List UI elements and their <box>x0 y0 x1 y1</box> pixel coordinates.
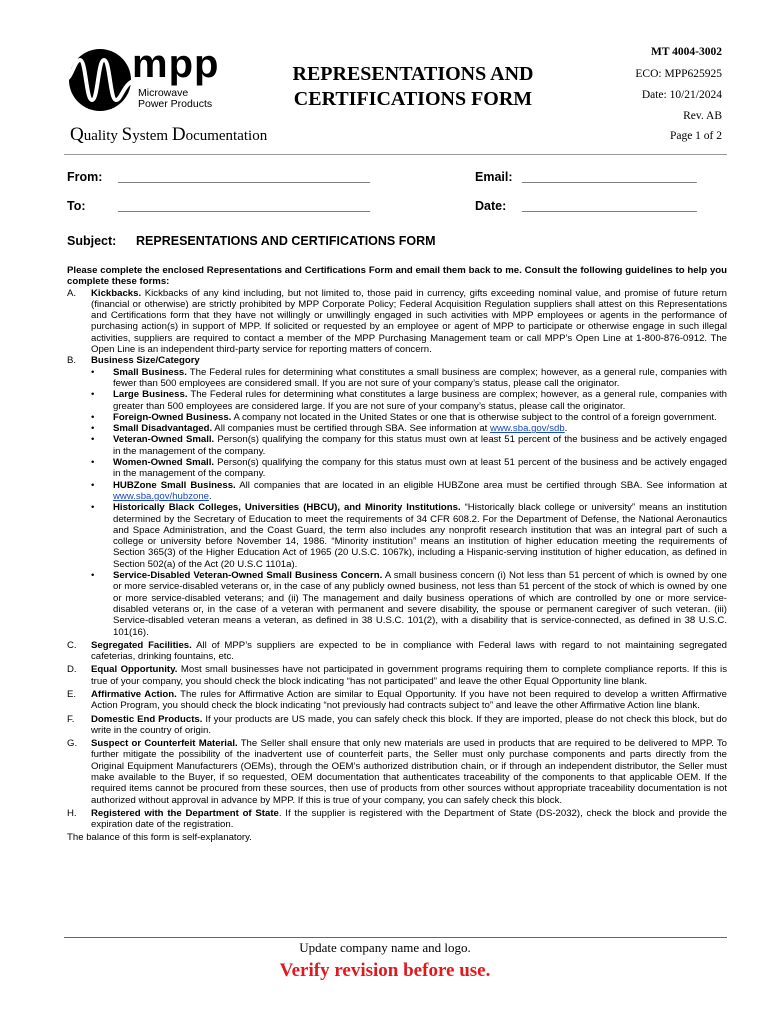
footer-note: Update company name and logo. <box>299 940 471 955</box>
list-item: • Historically Black Colleges, Universities (HBCU), and Minority Institutions. “Historically black college or university” means an institution determined by the Secretary of Education to meet the requirements of 34 CFR 608.2. For the Department of Defense, the National Aeronautics and Space Administration, and the Coast Guard, the term also includes any nonprofit research institution that was an integral part of such a college or university before November 14, 1986. “Minority institution” means an institution of higher education meeting the requirements of Section 365(3) of the Higher Education Act of 1965 (20 U.S.C. 1067k), including a Hispanic-serving institution of higher education, as defined in Section 502(a) of the Act (20 U.S.C 1101a). <box>91 502 728 570</box>
section-b: B. Business Size/Category <box>67 355 200 367</box>
section-d: D. Equal Opportunity. Most small businesses have not participated in government programs requiring them to complete compliance reports. If this is true of your company, you should check the block indicating “has not participated” and leave the other Equal Opportunity line blank. <box>67 664 727 687</box>
to-label: To: <box>67 199 86 213</box>
section-g: G. Suspect or Counterfeit Material. The Seller shall ensure that only new materials are used in products that are required to be delivered to MPP. To further mitigate the possibility of the inadvertent use of counterfeit parts, the Seller must only purchase components and parts directly from the Original Equipment Manufacturers (OEMs), through the OEM’s authorized distribution chain, or if through an independent distributor, the Seller must make available to the Buyer, if so requested, OEM documentation that authenticates traceability of the components to that applicable OEM. If the required items cannot be procured from these sources, then use of products from other sources without appropriate traceability documentation is not authorized without approval in advance by MPP. If this is true of your company, you can safely check this block. <box>67 738 728 806</box>
logo-line2: Power Products <box>138 98 213 110</box>
list-item: • Small Business. The Federal rules for determining what constitutes a small business are complex; however, as a general rule, companies with fewer than 500 employees are considered small. If you are not sure of your company’s status, please call the originator. <box>91 366 727 389</box>
list-item: • Small Disadvantaged. All companies must be certified through SBA. See information at www.sba.gov/sdb. <box>91 423 568 435</box>
doc-date: Date: 10/21/2024 <box>641 89 722 101</box>
email-label: Email: <box>475 170 513 184</box>
to-field[interactable]: _______________________________________ <box>118 199 370 213</box>
logo-wordmark: mpp <box>132 42 220 86</box>
form-title-line2: CERTIFICATIONS FORM <box>293 88 533 110</box>
section-f: F. Domestic End Products. If your products are US made, you can safely check this block. If they are imported, please do not check this block, but do write in the country of origin. <box>67 713 727 736</box>
list-item: • Service-Disabled Veteran-Owned Small Business Concern. A small business concern (i) Not less than 51 percent of which is owned by one or more service-disabled veterans or, in the case of any publicly owned business, not less than 51 percent of the stock of which is owned by one or more service-disabled veterans; and (ii) The management and daily business operations of which are controlled by one or more service-disabled veterans or, in the case of a veteran with permanent and severe disability, the spouse or permanent caregiver of such veteran. (iii) Service-disabled veteran means a veteran, as defined in 38 U.S.C. 101(2), with a disability that is service-connected, as defined in 38 U.S.C. 101(16). <box>91 570 728 638</box>
list-item: • Women-Owned Small. Person(s) qualifying the company for this status must own at least 51 percent of the business and be actively engaged in the management of the company. <box>91 457 727 480</box>
list-item: • Veteran-Owned Small. Person(s) qualifying the company for this status must own at least 51 percent of the business and be actively engaged in the management of the company. <box>91 434 727 457</box>
sba-hubzone-link[interactable]: www.sba.gov/hubzone <box>113 490 209 502</box>
logo-line1: Microwave <box>138 87 189 99</box>
section-c: C. Segregated Facilities. All of MPP’s suppliers are expected to be in compliance with Federal laws with regard to not maintaining segregated cafeterias, drinking fountains, etc. <box>67 639 728 663</box>
list-item: • HUBZone Small Business. All companies that are located in an eligible HUBZone area must be certified through SBA. See information at www.sba.gov/hubzone. <box>91 479 728 502</box>
intro-text: Please complete the enclosed Representations and Certifications Form and email them back to me. Consult the following guidelines to help you complete these forms: <box>67 265 727 288</box>
company-logo <box>66 42 236 114</box>
form-title <box>282 62 544 112</box>
from-label: From: <box>67 170 103 184</box>
sba-sdb-link[interactable]: www.sba.gov/sdb <box>490 423 565 435</box>
section-h: H. Registered with the Department of State. If the supplier is registered with the Department of State (DS-2032), check the block and provide the expiration date of the registration. <box>67 807 727 831</box>
page-number: Page 1 of 2 <box>669 130 722 142</box>
sine-wave-logo-icon <box>66 46 136 114</box>
list-item: • Foreign-Owned Business. A company not located in the United States or one that is otherwise subject to the control of a foreign government. <box>91 411 717 423</box>
section-a: A. Kickbacks. Kickbacks of any kind including, but not limited to, those paid in currency, gifts exceeding nominal value, and promise of future return (financial or otherwise) are strictly prohibited by MPP Corporate Policy; Federal Acquisition Regulation suppliers shall attest on this Representations and Certifications form that they have not willingly or unwillingly engaged in such activities with MPP employees or agents in the performance of purchasing action(s) in support of MPP. If solicited or requested by an employee or agent of MPP to participate or otherwise engage in such illegal activities, suppliers are required to contact a member of the MPP Purchasing Management team or call MPP’s Open Line at 1-800-876-0912. The Open Line is an independent third-party service for reporting matters of concern. <box>67 287 727 356</box>
doc-number: MT 4004-3002 <box>650 46 722 58</box>
subject-label: Subject: <box>67 234 117 248</box>
guidelines-body <box>67 265 727 843</box>
revision-warning: Verify revision before use. <box>279 960 491 981</box>
section-e: E. Affirmative Action. The rules for Affirmative Action are similar to Equal Opportunity. If you have not been required to develop a written Affirmative Action Program, you should check the block indicating “not previously had contracts subject to” and leave the other Affirmative Action line blank. <box>67 688 727 712</box>
eco-number: ECO: MPP625925 <box>635 68 722 80</box>
footer-divider <box>64 937 727 938</box>
form-title-line1: REPRESENTATIONS AND <box>292 63 534 85</box>
date-field[interactable]: ___________________________ <box>522 199 697 213</box>
list-item: • Large Business. The Federal rules for determining what constitutes a large business are complex; however, as a general rule, companies with greater than 500 employees are considered large. If you are not sure of your company’s status, please call the originator. <box>91 389 727 412</box>
quality-system-documentation: Quality System Documentation <box>70 124 268 145</box>
header-divider <box>64 154 727 155</box>
date-label: Date: <box>475 199 507 213</box>
subject-value: REPRESENTATIONS AND CERTIFICATIONS FORM <box>136 234 436 248</box>
from-field[interactable]: _______________________________________ <box>118 170 370 184</box>
business-category-list <box>67 367 727 638</box>
revision: Rev. AB <box>683 110 722 122</box>
email-field[interactable]: ___________________________ <box>522 170 697 184</box>
closing-text: The balance of this form is self-explanatory. <box>67 831 252 843</box>
